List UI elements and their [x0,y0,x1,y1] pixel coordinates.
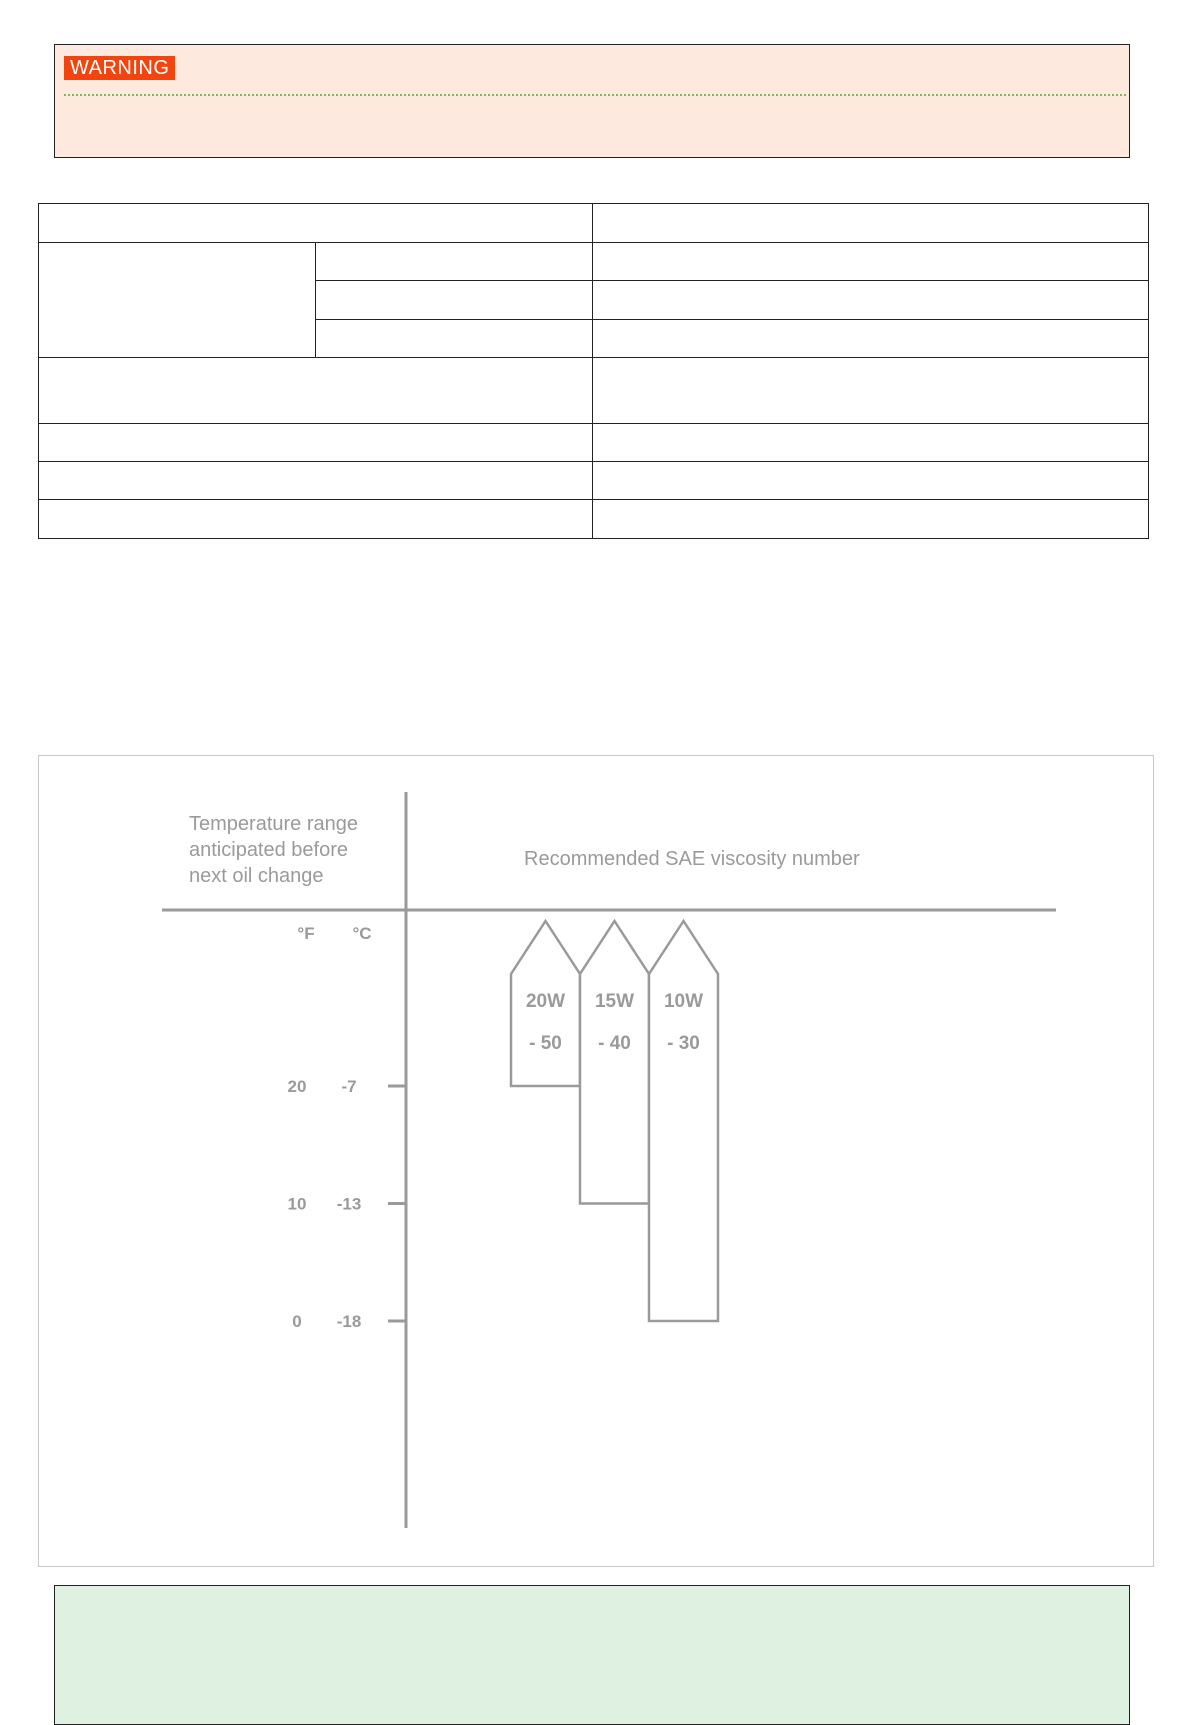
table-cell [593,281,1149,320]
bar-suffix-label: - 30 [667,1033,700,1054]
table-cell [593,500,1149,539]
bar-grade-label: 15W [594,991,635,1012]
table-cell [593,243,1149,281]
table-cell [39,243,316,358]
table-cell [316,281,593,320]
header-left-line-3: next oil change [189,865,324,887]
tick-label-celsius: -18 [336,1312,362,1331]
unit-celsius: °C [352,924,372,943]
viscosity-chart [38,755,1154,1567]
table-cell [593,320,1149,358]
table-row [39,462,1149,500]
table-row [39,500,1149,539]
table-row [39,358,1149,424]
bar-grade-label: 20W [525,991,566,1012]
warning-badge: WARNING [64,56,175,80]
bar-grade-label: 10W [663,991,704,1012]
tick-label-fahrenheit: 0 [292,1312,302,1331]
table-cell [593,358,1149,424]
header-left-line-1: Temperature range [189,813,358,835]
warning-divider [64,94,1126,96]
table-cell [39,204,593,243]
table-cell [593,424,1149,462]
header-left-line-2: anticipated before [189,839,349,861]
viscosity-chart-svg [39,756,1153,1566]
table-row [39,243,1149,281]
table-cell [593,462,1149,500]
table-cell [39,500,593,539]
table-row [39,204,1149,243]
tick-label-celsius: -13 [336,1194,362,1214]
tick-label-fahrenheit: 20 [287,1077,307,1096]
table-cell [39,424,593,462]
tick-label-fahrenheit: 10 [287,1194,307,1214]
unit-fahrenheit: °F [297,924,315,943]
table-cell [316,243,593,281]
table-cell [593,204,1149,243]
table-cell [39,462,593,500]
tick-label-celsius: -7 [341,1077,357,1096]
viscosity-bar [580,921,649,1204]
warning-box [54,44,1130,158]
table-cell [316,320,593,358]
spec-table [38,203,1149,539]
header-right: Recommended SAE viscosity number [524,848,860,870]
viscosity-bar [649,921,718,1321]
note-box [54,1585,1130,1725]
bar-suffix-label: - 40 [598,1033,631,1054]
table-row [39,424,1149,462]
table-cell [39,358,593,424]
bar-suffix-label: - 50 [529,1033,562,1054]
